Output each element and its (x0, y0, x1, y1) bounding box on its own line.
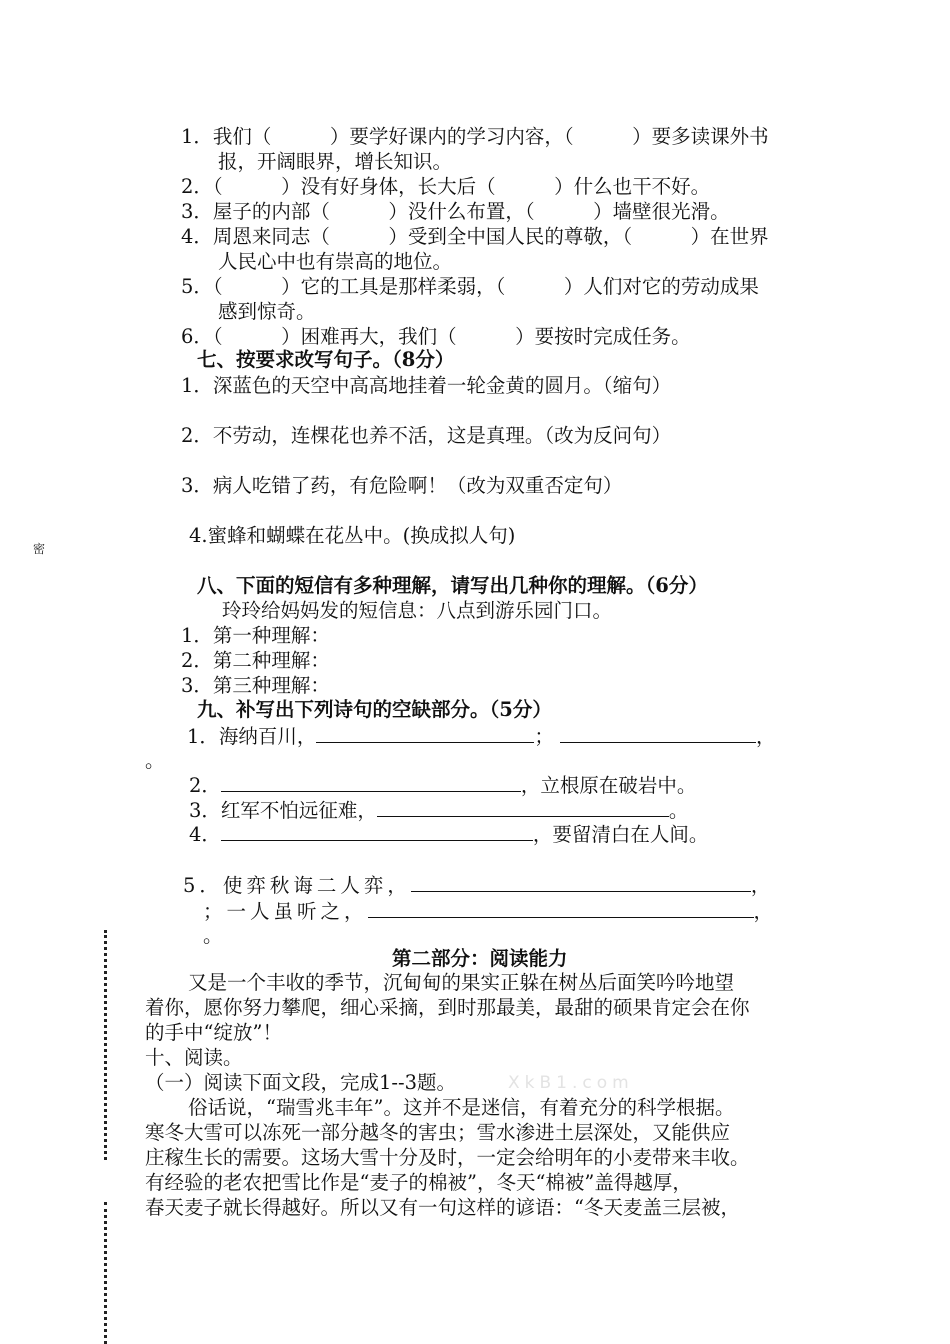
sec9-q3-text: 3．红军不怕远征难， (189, 799, 377, 822)
sec9-q1-semicolon: ； (534, 725, 554, 748)
sec6-q1-line1: 1．我们（ ）要学好课内的学习内容，（ ）要多读课外书 (181, 125, 769, 148)
sec9-q5-end: 。 (203, 924, 223, 947)
sec6-q5-line2: 感到惊奇。 (218, 300, 316, 323)
sec9-q5-line2 (203, 899, 777, 924)
binding-dotted-line (104, 1202, 107, 1344)
reading-1-line3: 庄稼生长的需要。这场大雪十分及时，一定会给明年的小麦带来丰收。 (145, 1146, 750, 1169)
sec6-q2: 2．（ ）没有好身体，长大后（ ）什么也干不好。 (181, 175, 711, 198)
sec8-intro: 玲玲给妈妈发的短信息：八点到游乐园门口。 (222, 599, 613, 622)
answer-blank[interactable] (221, 773, 521, 792)
sec9-q1-text: 1．海纳百川， (187, 725, 317, 748)
sec6-q6: 6．（ ）困难再大，我们（ ）要按时完成任务。 (181, 325, 691, 348)
reading-1-line2: 寒冬大雪可以冻死一部分越冬的害虫；雪水渗进土层深处，又能供应 (145, 1121, 731, 1144)
sec7-q1: 1．深蓝色的天空中高高地挂着一轮金黄的圆月。（缩句） (181, 374, 672, 397)
sec6-q1-line2: 报，开阔眼界，增长知识。 (218, 150, 453, 173)
binding-dotted-line (104, 930, 107, 1160)
sec6-q4-line2: 人民心中也有崇高的地位。 (218, 250, 453, 273)
reading-1-line5: 春天麦子就长得越好。所以又有一句这样的谚语：“冬天麦盖三层被， (145, 1196, 740, 1219)
sec9-title: 九、补写出下列诗句的空缺部分。（5分） (197, 698, 552, 721)
sec9-q5-mid: ；一人虽听之， (203, 900, 368, 923)
sec9-q4-text: ，要留清白在人间。 (532, 823, 709, 846)
sec9-q1-end: 。 (145, 749, 165, 772)
sec9-q5-comma2: ， (753, 900, 778, 923)
sec9-q1 (187, 724, 775, 749)
sec8-q1: 1．第一种理解： (181, 624, 330, 647)
binding-mark: 密 (33, 542, 46, 556)
part2-title: 第二部分：阅读能力 (392, 947, 568, 970)
sec9-q2-num: 2． (189, 774, 221, 797)
sec7-title: 七、按要求改写句子。（8分） (197, 348, 455, 371)
sec8-title: 八、下面的短信有多种理解，请写出几种你的理解。（6分） (197, 574, 708, 597)
sec9-q2 (189, 773, 696, 798)
reading-1-line4: 有经验的老农把雪比作是“麦子的棉被”，冬天“棉被”盖得越厚， (145, 1171, 692, 1194)
sec9-q2-text: ，立根原在破岩中。 (520, 774, 697, 797)
sec9-q4 (189, 822, 708, 847)
sec7-q2: 2．不劳动，连棵花也养不活，这是真理。（改为反问句） (181, 424, 672, 447)
reading-1-line1: 俗话说，“瑞雪兆丰年”。这并不是迷信，有着充分的科学根据。 (188, 1096, 735, 1119)
part2-intro-line2: 着你，愿你努力攀爬，细心采摘，到时那最美，最甜的硕果肯定会在你 (145, 996, 750, 1019)
reading-1-title: （一）阅读下面文段，完成1--3题。 (145, 1071, 456, 1094)
answer-blank[interactable] (368, 899, 754, 918)
sec9-q3-period: 。 (668, 799, 689, 822)
answer-blank[interactable] (221, 822, 533, 841)
sec9-q4-num: 4． (189, 823, 221, 846)
sec6-q3: 3．屋子的内部（ ）没什么布置，（ ）墙壁很光滑。 (181, 200, 730, 223)
sec9-q5-line1 (183, 873, 774, 898)
sec7-q4: 4.蜜蜂和蝴蝶在花丛中。(换成拟人句) (189, 524, 516, 547)
answer-blank[interactable] (560, 724, 756, 743)
sec9-q5-text: 5．使弈秋诲二人弈， (183, 874, 411, 897)
sec8-q3: 3．第三种理解： (181, 674, 330, 697)
sec9-q3 (189, 798, 688, 823)
sec6-q4-line1: 4．周恩来同志（ ）受到全中国人民的尊敬，（ ）在世界 (181, 225, 769, 248)
sec9-q1-comma: ， (755, 725, 776, 748)
part2-intro-line1: 又是一个丰收的季节，沉甸甸的果实正躲在树丛后面笑吟吟地望 (188, 971, 735, 994)
part2-intro-line3: 的手中“绽放”！ (145, 1021, 282, 1044)
answer-blank[interactable] (316, 724, 534, 743)
answer-blank[interactable] (377, 798, 669, 817)
sec7-q3: 3．病人吃错了药，有危险啊！（改为双重否定句） (181, 474, 623, 497)
sec9-q5-comma: ， (750, 874, 775, 897)
sec10-title: 十、阅读。 (145, 1046, 243, 1069)
sec6-q5-line1: 5．（ ）它的工具是那样柔弱，（ ）人们对它的劳动成果 (181, 275, 759, 298)
answer-blank[interactable] (411, 873, 751, 892)
watermark: XkB1.com (508, 1073, 634, 1093)
sec8-q2: 2．第二种理解： (181, 649, 330, 672)
